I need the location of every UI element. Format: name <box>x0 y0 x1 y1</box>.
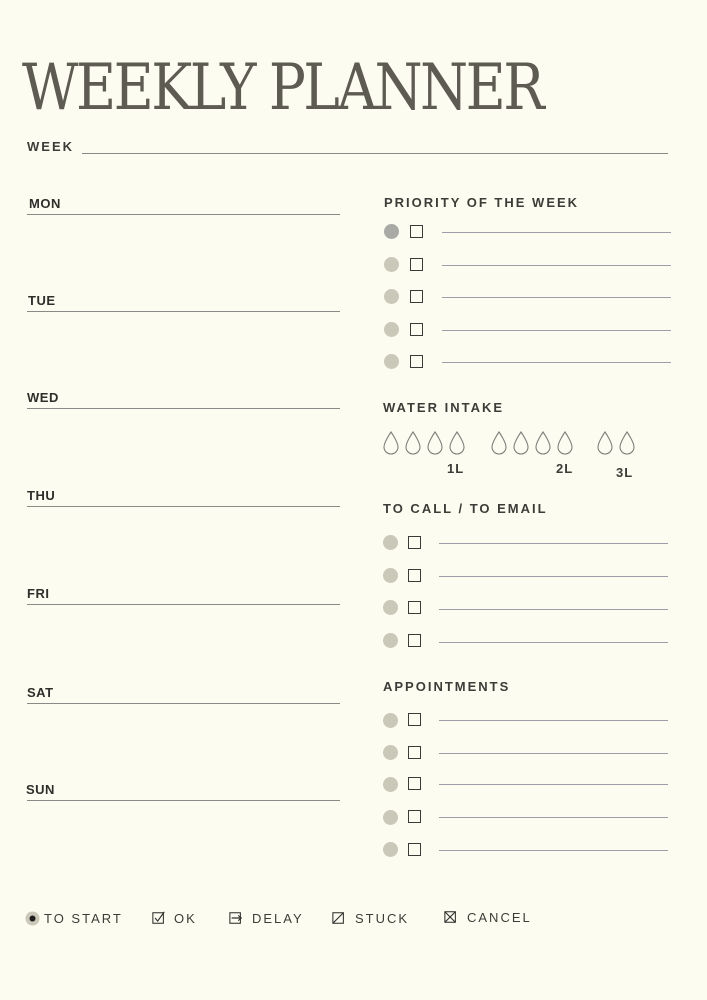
page-title: WEEKLY PLANNER <box>22 51 543 125</box>
priority-line[interactable] <box>442 297 671 298</box>
status-dot[interactable] <box>383 535 398 550</box>
status-dot[interactable] <box>383 842 398 857</box>
water-drops <box>380 430 650 460</box>
appointment-checkbox[interactable] <box>408 843 421 856</box>
appointment-line[interactable] <box>439 850 668 851</box>
status-dot[interactable] <box>384 289 399 304</box>
legend-ok: OK <box>174 911 197 926</box>
call-checkbox[interactable] <box>408 569 421 582</box>
status-dot[interactable] <box>384 322 399 337</box>
day-line <box>27 506 340 507</box>
week-label: WEEK <box>27 139 74 154</box>
day-label-sat: SAT <box>27 685 54 700</box>
ok-check-icon <box>152 911 166 925</box>
appointment-checkbox[interactable] <box>408 777 421 790</box>
water-drop-icon <box>450 432 464 454</box>
priority-checkbox[interactable] <box>410 225 423 238</box>
appointment-line[interactable] <box>439 753 668 754</box>
day-line <box>27 604 340 605</box>
cancel-x-icon <box>444 910 458 924</box>
priority-line[interactable] <box>442 265 671 266</box>
day-line <box>27 311 340 312</box>
water-drop-icon <box>620 432 634 454</box>
water-drop-icon <box>492 432 506 454</box>
water-label-1l: 1L <box>447 461 465 476</box>
priority-title: PRIORITY OF THE WEEK <box>384 195 580 210</box>
appointment-checkbox[interactable] <box>408 810 421 823</box>
call-line[interactable] <box>439 576 668 577</box>
call-line[interactable] <box>439 609 668 610</box>
water-drop-icon <box>536 432 550 454</box>
appointment-line[interactable] <box>439 720 668 721</box>
water-drop-icon <box>384 432 398 454</box>
water-drop-icon <box>514 432 528 454</box>
appointment-line[interactable] <box>439 817 668 818</box>
day-label-fri: FRI <box>27 586 50 601</box>
stuck-slash-icon <box>332 911 346 925</box>
day-line <box>27 214 340 215</box>
to-start-icon <box>25 911 40 926</box>
priority-checkbox[interactable] <box>410 323 423 336</box>
status-dot[interactable] <box>383 777 398 792</box>
day-label-mon: MON <box>29 196 61 211</box>
legend-to-start: TO START <box>44 911 123 926</box>
priority-checkbox[interactable] <box>410 290 423 303</box>
status-dot[interactable] <box>384 354 399 369</box>
day-line <box>27 703 340 704</box>
water-label-3l: 3L <box>616 465 634 480</box>
day-line <box>27 408 340 409</box>
appointment-checkbox[interactable] <box>408 713 421 726</box>
status-dot[interactable] <box>384 257 399 272</box>
status-dot[interactable] <box>383 633 398 648</box>
priority-line[interactable] <box>442 330 671 331</box>
water-drop-icon <box>558 432 572 454</box>
water-drop-icon <box>406 432 420 454</box>
call-checkbox[interactable] <box>408 536 421 549</box>
priority-line[interactable] <box>442 362 671 363</box>
water-title: WATER INTAKE <box>383 400 505 415</box>
legend-stuck: STUCK <box>355 911 410 926</box>
call-line[interactable] <box>439 543 668 544</box>
call-line[interactable] <box>439 642 668 643</box>
status-dot[interactable] <box>383 600 398 615</box>
day-line <box>27 800 340 801</box>
appointment-checkbox[interactable] <box>408 746 421 759</box>
water-drop-icon <box>598 432 612 454</box>
water-drop-icon <box>428 432 442 454</box>
status-dot[interactable] <box>383 810 398 825</box>
week-input-line[interactable] <box>82 153 668 154</box>
appointment-line[interactable] <box>439 784 668 785</box>
call-checkbox[interactable] <box>408 601 421 614</box>
status-dot[interactable] <box>383 713 398 728</box>
status-dot[interactable] <box>383 568 398 583</box>
delay-arrow-icon <box>229 911 243 925</box>
calls-title: TO CALL / TO EMAIL <box>383 501 548 516</box>
status-dot[interactable] <box>384 224 399 239</box>
day-label-wed: WED <box>27 390 59 405</box>
water-label-2l: 2L <box>556 461 574 476</box>
call-checkbox[interactable] <box>408 634 421 647</box>
priority-checkbox[interactable] <box>410 258 423 271</box>
appointments-title: APPOINTMENTS <box>383 679 511 694</box>
day-label-thu: THU <box>27 488 56 503</box>
priority-line[interactable] <box>442 232 671 233</box>
day-label-sun: SUN <box>26 782 55 797</box>
status-dot[interactable] <box>383 745 398 760</box>
day-label-tue: TUE <box>28 293 56 308</box>
legend-delay: DELAY <box>252 911 304 926</box>
priority-checkbox[interactable] <box>410 355 423 368</box>
legend-cancel: CANCEL <box>467 910 532 925</box>
